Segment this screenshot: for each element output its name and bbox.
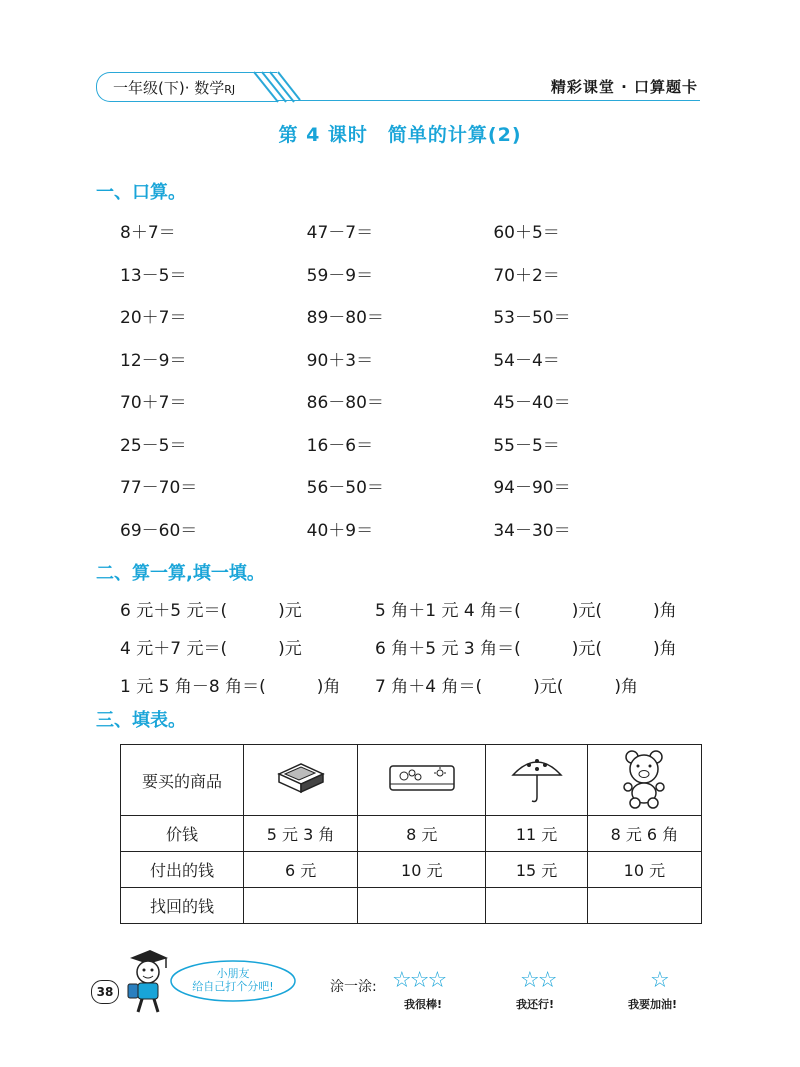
calc-row	[120, 431, 680, 474]
calc-problem: 53－50＝	[493, 308, 571, 328]
footer	[0, 940, 800, 1020]
calc-problem: 54－4＝	[493, 350, 560, 371]
table-row	[121, 888, 702, 924]
paid-cell: 6 元	[244, 852, 358, 888]
pencil-box-icon	[384, 756, 460, 800]
section3-title: 三、填表。	[96, 710, 186, 731]
rating-caption: 我要加油!	[628, 998, 678, 1011]
money-row	[120, 672, 720, 710]
money-problem: 1 元 5 角－8 角＝( )角	[120, 677, 341, 697]
table-row	[121, 852, 702, 888]
paid-cell: 15 元	[486, 852, 588, 888]
page-number: 38	[91, 980, 119, 1004]
calc-problem: 77－70＝	[120, 478, 198, 498]
money-problem: 6 元＋5 元＝( )元	[120, 601, 302, 621]
money-problem: 6 角＋5 元 3 角＝( )元( )角	[375, 639, 677, 659]
change-cell[interactable]	[587, 888, 701, 924]
price-cell: 11 元	[486, 816, 588, 852]
rating-caption: 我还行!	[516, 998, 555, 1011]
series-title: 精彩课堂 · 口算题卡	[550, 78, 698, 96]
change-cell[interactable]	[358, 888, 486, 924]
edition-badge: RJ	[224, 83, 236, 96]
money-calc-list	[120, 596, 720, 710]
teddy-bear-icon	[616, 747, 672, 809]
calc-problem: 20＋7＝	[120, 308, 187, 328]
calc-problem: 56－50＝	[306, 478, 384, 498]
row-header: 价钱	[121, 816, 244, 852]
rating-caption: 我很棒!	[404, 998, 443, 1011]
table-row	[121, 745, 702, 816]
item-cell	[244, 745, 358, 816]
section2-title: 二、算一算,填一填。	[96, 563, 265, 584]
calc-row	[120, 218, 680, 261]
table-row	[121, 816, 702, 852]
color-in-label: 涂一涂:	[330, 979, 377, 995]
one-star-icon[interactable]: ☆	[650, 968, 668, 993]
item-cell	[358, 745, 486, 816]
price-cell: 8 元 6 角	[587, 816, 701, 852]
change-cell[interactable]	[486, 888, 588, 924]
calc-problem: 60＋5＝	[493, 223, 560, 243]
calc-problem: 12－9＝	[120, 350, 187, 371]
bubble-line: 小朋友	[216, 967, 250, 980]
calc-problem: 86－80＝	[306, 393, 384, 413]
paid-cell: 10 元	[587, 852, 701, 888]
umbrella-icon	[507, 749, 567, 807]
header-rule	[276, 100, 700, 101]
money-row	[120, 596, 720, 634]
calc-row	[120, 261, 680, 304]
calc-problem: 90＋3＝	[306, 350, 374, 371]
calc-problem: 89－80＝	[306, 308, 384, 328]
book-icon	[271, 756, 331, 800]
calc-problem: 55－5＝	[493, 435, 560, 456]
header-stripes-decoration	[252, 70, 302, 104]
two-stars-icon[interactable]: ☆☆	[520, 968, 556, 993]
calc-problem: 45－40＝	[493, 393, 571, 413]
calc-row	[120, 473, 680, 516]
speech-bubble-text	[168, 967, 298, 993]
change-cell[interactable]	[244, 888, 358, 924]
item-cell	[486, 745, 588, 816]
calc-row	[120, 516, 680, 559]
grade-subject-label	[113, 77, 235, 98]
row-header: 找回的钱	[121, 888, 244, 924]
calc-problem: 94－90＝	[493, 478, 571, 498]
price-table	[120, 744, 702, 924]
calc-problem: 16－6＝	[306, 435, 374, 456]
bubble-line: 给自己打个分吧!	[192, 980, 274, 993]
money-problem: 4 元＋7 元＝( )元	[120, 639, 302, 659]
money-row	[120, 634, 720, 672]
paid-cell: 10 元	[358, 852, 486, 888]
calc-problem: 59－9＝	[306, 265, 374, 286]
item-cell	[587, 745, 701, 816]
calc-problem: 40＋9＝	[306, 520, 374, 541]
mental-math-grid	[120, 218, 680, 558]
calc-problem: 69－60＝	[120, 520, 198, 541]
price-cell: 5 元 3 角	[244, 816, 358, 852]
calc-problem: 70＋7＝	[120, 393, 187, 413]
calc-problem: 25－5＝	[120, 435, 187, 456]
money-problem: 7 角＋4 角＝( )元( )角	[375, 677, 638, 697]
calc-row	[120, 303, 680, 346]
calc-row	[120, 388, 680, 431]
price-cell: 8 元	[358, 816, 486, 852]
grade-subject-text: 一年级(下)· 数学	[113, 79, 225, 97]
money-problem: 5 角＋1 元 4 角＝( )元( )角	[375, 601, 677, 621]
row-header: 要买的商品	[121, 745, 244, 816]
lesson-title: 第 4 课时 简单的计算(2)	[278, 124, 522, 146]
three-stars-icon[interactable]: ☆☆☆	[392, 968, 446, 993]
calc-problem: 47－7＝	[306, 223, 374, 243]
calc-problem: 70＋2＝	[493, 265, 560, 286]
calc-problem: 8＋7＝	[120, 223, 176, 243]
calc-problem: 34－30＝	[493, 520, 571, 541]
section1-title: 一、口算。	[96, 182, 186, 203]
header-left-tab	[96, 72, 277, 102]
calc-row	[120, 346, 680, 389]
student-mascot-icon	[120, 946, 170, 1016]
calc-problem: 13－5＝	[120, 265, 187, 286]
row-header: 付出的钱	[121, 852, 244, 888]
